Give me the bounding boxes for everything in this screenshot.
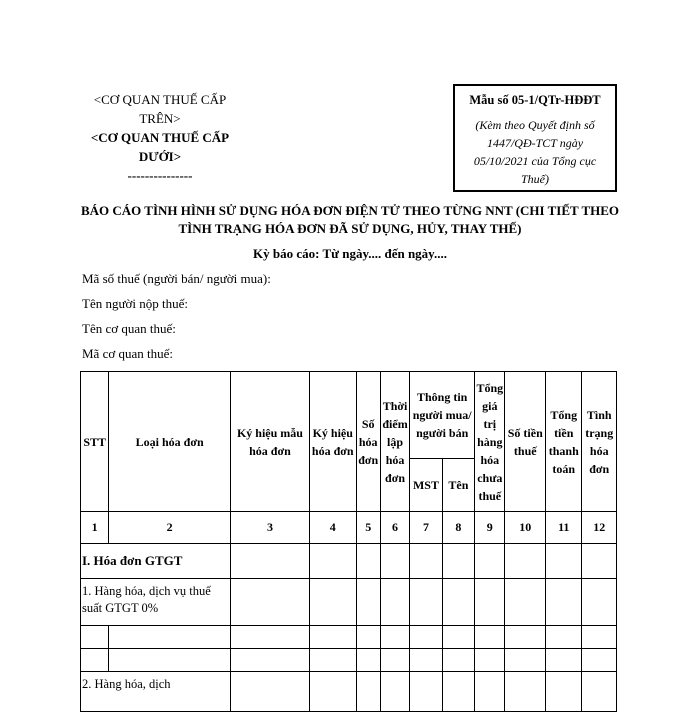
col-number: 9 [475,512,505,544]
form-reference-note: (Kèm theo Quyết định số 1447/QĐ-TCT ngày 05/10/2021 của Tổng cục Thuế) [473,118,597,186]
header-tax-amount: Số tiền thuế [505,372,546,512]
col-number: 11 [546,512,582,544]
form-code: Mẫu số 05-1/QTr-HĐĐT [469,93,601,107]
item-vat-0-percent: 1. Hàng hóa, dịch vụ thuế suất GTGT 0% [81,579,231,626]
upper-agency: <CƠ QUAN THUẾ CẤP TRÊN> [93,92,227,126]
invoice-usage-table [80,371,617,712]
lower-agency: <CƠ QUAN THUẾ CẤP DƯỚI> [90,130,230,164]
section-vat-invoice: I. Hóa đơn GTGT [81,544,231,579]
header-total-value: Tổng giá trị hàng hóa chưa thuế [475,372,505,512]
column-number-row [81,512,617,544]
header-invoice-status: Tình trạng hóa đơn [582,372,617,512]
col-number: 3 [230,512,309,544]
header-invoice-symbol: Ký hiệu hóa đơn [309,372,356,512]
col-number: 1 [81,512,109,544]
separator-line: --------------- [127,168,193,183]
section-row [81,544,617,579]
header-buyer-info: Thông tin người mua/ người bán [410,372,475,459]
table-row [81,672,617,712]
table-row [81,626,617,649]
header-issue-time: Thời điểm lập hóa đơn [380,372,409,512]
header-total-payment: Tổng tiền thanh toán [546,372,582,512]
table-row [81,649,617,672]
header-stt: STT [81,372,109,512]
col-number: 8 [442,512,474,544]
col-number: 10 [505,512,546,544]
issuing-agency-block [75,90,245,185]
form-code-box [453,84,617,192]
col-number: 2 [109,512,231,544]
field-taxpayer-name: Tên người nộp thuế: [82,296,188,311]
header-name: Tên [442,459,474,512]
header-form-symbol: Ký hiệu mẫu hóa đơn [230,372,309,512]
col-number: 5 [356,512,380,544]
col-number: 7 [410,512,442,544]
field-tax-office-name: Tên cơ quan thuế: [82,321,176,336]
header-invoice-type: Loại hóa đơn [109,372,231,512]
col-number: 12 [582,512,617,544]
col-number: 4 [309,512,356,544]
report-title: BÁO CÁO TÌNH HÌNH SỬ DỤNG HÓA ĐƠN ĐIỆN TỬ THEO TỪNG NNT (CHI TIẾT THEO TÌNH TRẠNG HÓA ĐƠN ĐÃ SỬ DỤNG, HỦY, THAY THẾ) [80,203,620,236]
report-period: Kỳ báo cáo: Từ ngày.... đến ngày.... [253,246,447,261]
col-number: 6 [380,512,409,544]
header-mst: MST [410,459,442,512]
header-invoice-number: Số hóa đơn [356,372,380,512]
field-tax-code: Mã số thuế (người bán/ người mua): [82,271,271,286]
table-row [81,579,617,626]
field-tax-office-code: Mã cơ quan thuế: [82,346,173,361]
item-next-category: 2. Hàng hóa, dịch [81,672,231,712]
